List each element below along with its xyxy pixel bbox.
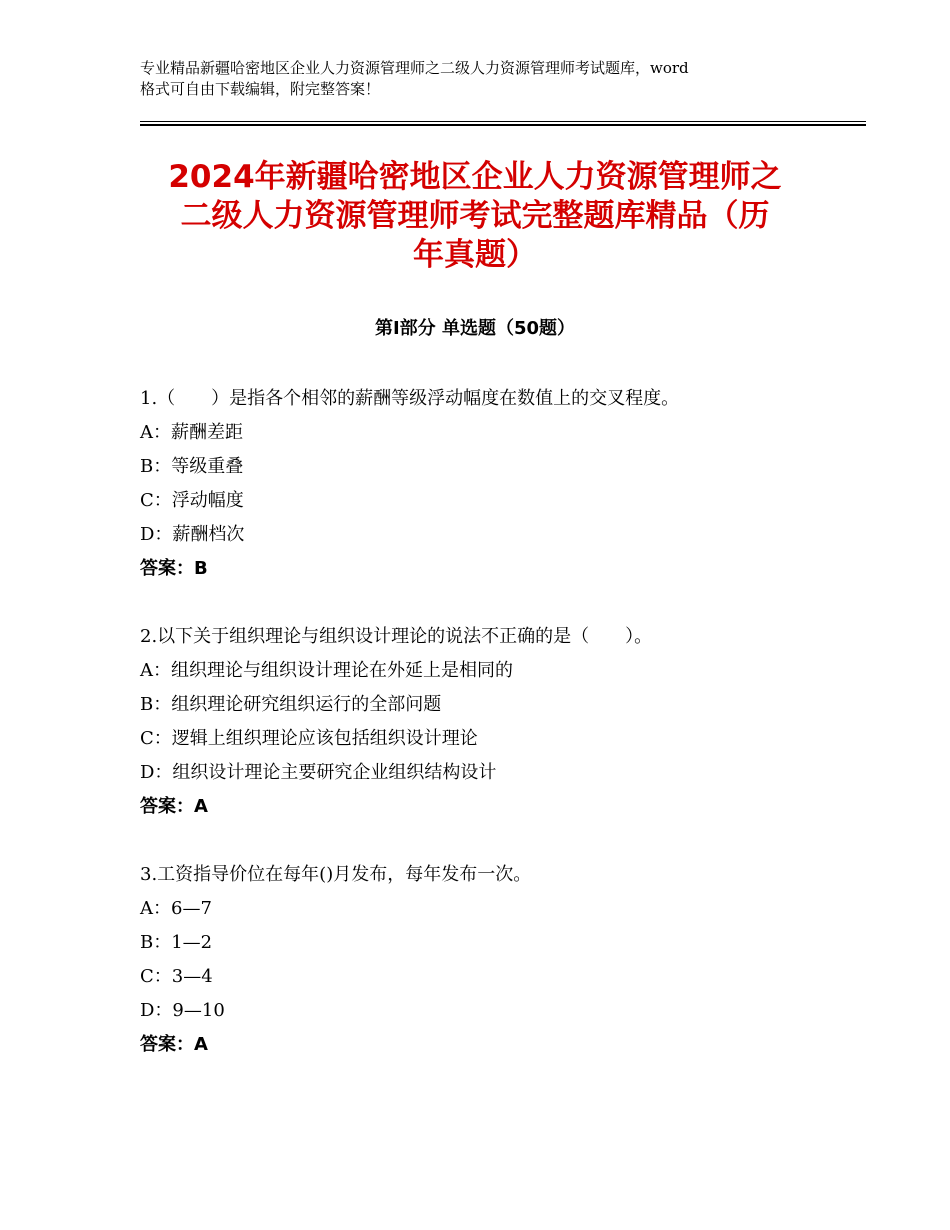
answer-line: 答案：B [140, 558, 208, 579]
option-d: D：9—10 [140, 1000, 225, 1021]
question-stem: 3.工资指导价位在每年()月发布，每年发布一次。 [140, 864, 532, 885]
option-b: B：1—2 [140, 932, 213, 953]
header-divider [140, 121, 866, 126]
question-stem: 2.以下关于组织理论与组织设计理论的说法不正确的是（ ）。 [140, 626, 653, 647]
document-title-line-3: 年真题） [413, 237, 537, 273]
option-d: D：组织设计理论主要研究企业组织结构设计 [140, 762, 497, 783]
document-title [120, 158, 830, 275]
header-note-line-1: 专业精品新疆哈密地区企业人力资源管理师之二级人力资源管理师考试题库，word [140, 59, 689, 77]
option-c: C：浮动幅度 [140, 490, 244, 511]
question-spacer [140, 824, 840, 858]
question-stem: 1.（ ）是指各个相邻的薪酬等级浮动幅度在数值上的交叉程度。 [140, 388, 680, 409]
option-d: D：薪酬档次 [140, 524, 245, 545]
section-heading: 第Ⅰ部分 单选题（50题） [374, 318, 575, 339]
question-1 [140, 382, 840, 586]
header-note-line-2: 格式可自由下载编辑，附完整答案！ [140, 80, 381, 98]
option-c: C：3—4 [140, 966, 213, 987]
question-2 [140, 620, 840, 824]
option-a: A：组织理论与组织设计理论在外延上是相同的 [140, 660, 513, 681]
option-a: A：薪酬差距 [140, 422, 243, 443]
answer-line: 答案：A [140, 796, 208, 817]
option-b: B：等级重叠 [140, 456, 244, 477]
question-spacer [140, 586, 840, 620]
document-title-line-2: 二级人力资源管理师考试完整题库精品（历 [180, 198, 770, 234]
header-note [140, 58, 830, 100]
answer-line: 答案：A [140, 1034, 208, 1055]
option-c: C：逻辑上组织理论应该包括组织设计理论 [140, 728, 478, 749]
question-3 [140, 858, 840, 1062]
question-list [140, 382, 840, 1062]
option-a: A：6—7 [140, 898, 212, 919]
option-b: B：组织理论研究组织运行的全部问题 [140, 694, 442, 715]
document-title-line-1: 2024年新疆哈密地区企业人力资源管理师之 [168, 159, 782, 195]
